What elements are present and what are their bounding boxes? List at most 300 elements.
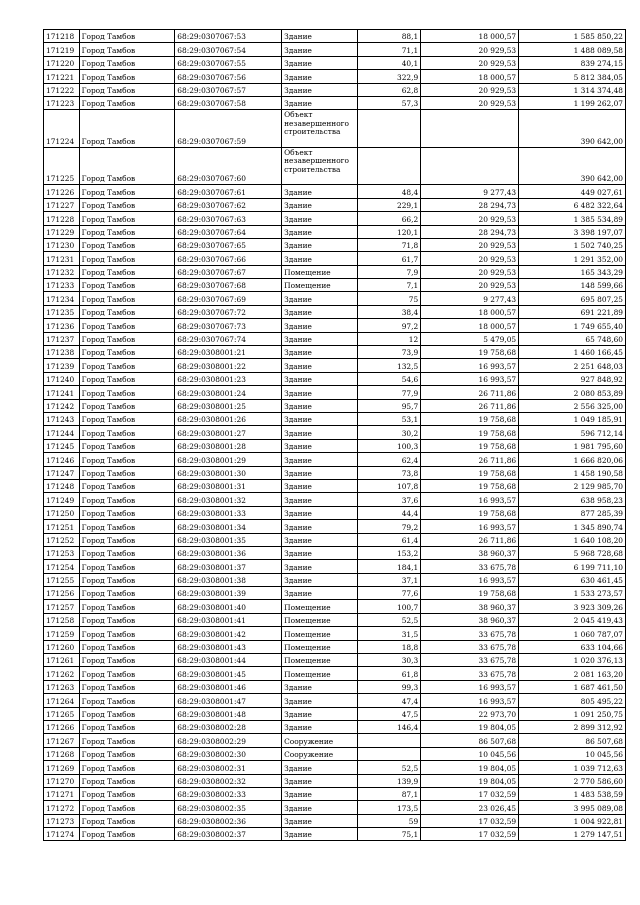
value-cell: 1 981 795,60 <box>519 439 626 452</box>
rate-cell: 16 993,57 <box>421 694 519 707</box>
table-row <box>44 600 626 613</box>
rate-cell: 20 929,53 <box>421 265 519 278</box>
cadastral-number-cell: 68:29:0308001:39 <box>175 587 282 600</box>
property-table <box>43 29 626 841</box>
rate-cell: 9 277,43 <box>421 292 519 305</box>
city-cell: Город Тамбов <box>79 30 175 43</box>
object-type-cell: Здание <box>282 96 358 109</box>
object-type-cell: Здание <box>282 212 358 225</box>
value-cell: 2 129 985,70 <box>519 479 626 492</box>
object-type-cell: Здание <box>282 694 358 707</box>
value-cell: 2 770 586,60 <box>519 774 626 787</box>
city-cell: Город Тамбов <box>79 587 175 600</box>
cadastral-number-cell: 68:29:0308002:28 <box>175 720 282 733</box>
cadastral-number-cell: 68:29:0308001:48 <box>175 707 282 720</box>
rate-cell: 5 479,05 <box>421 332 519 345</box>
cadastral-number-cell: 68:29:0307067:54 <box>175 43 282 56</box>
object-type-cell: Здание <box>282 828 358 841</box>
id-cell: 171241 <box>44 386 80 399</box>
object-type-cell: Здание <box>282 292 358 305</box>
object-type-cell: Помещение <box>282 627 358 640</box>
cadastral-number-cell: 68:29:0308002:36 <box>175 814 282 827</box>
value-cell: 86 507,68 <box>519 734 626 747</box>
city-cell: Город Тамбов <box>79 747 175 760</box>
cadastral-number-cell: 68:29:0307067:57 <box>175 83 282 96</box>
value-cell: 449 027,61 <box>519 185 626 198</box>
city-cell: Город Тамбов <box>79 734 175 747</box>
table-row <box>44 70 626 83</box>
city-cell: Город Тамбов <box>79 694 175 707</box>
city-cell: Город Тамбов <box>79 707 175 720</box>
object-type-cell: Здание <box>282 707 358 720</box>
cadastral-number-cell: 68:29:0308001:26 <box>175 412 282 425</box>
object-type-cell: Здание <box>282 372 358 385</box>
rate-cell: 26 711,86 <box>421 533 519 546</box>
city-cell: Город Тамбов <box>79 814 175 827</box>
object-type-cell: Здание <box>282 185 358 198</box>
value-cell: 1 687 461,50 <box>519 680 626 693</box>
city-cell: Город Тамбов <box>79 828 175 841</box>
table-row <box>44 747 626 760</box>
city-cell: Город Тамбов <box>79 439 175 452</box>
table-row <box>44 346 626 359</box>
value-cell: 877 285,39 <box>519 506 626 519</box>
value-cell: 1 060 787,07 <box>519 627 626 640</box>
object-type-cell: Здание <box>282 56 358 69</box>
rate-cell: 16 993,57 <box>421 493 519 506</box>
value-cell: 695 807,25 <box>519 292 626 305</box>
table-row <box>44 533 626 546</box>
object-type-cell: Здание <box>282 70 358 83</box>
table-row <box>44 466 626 479</box>
rate-cell: 16 993,57 <box>421 359 519 372</box>
table-row <box>44 667 626 680</box>
value-cell: 3 398 197,07 <box>519 225 626 238</box>
cadastral-number-cell: 68:29:0307067:73 <box>175 319 282 332</box>
rate-cell: 23 026,45 <box>421 801 519 814</box>
area-cell: 75,1 <box>357 828 420 841</box>
city-cell: Город Тамбов <box>79 613 175 626</box>
object-type-cell: Помещение <box>282 265 358 278</box>
area-cell: 52,5 <box>357 761 420 774</box>
object-type-cell: Здание <box>282 346 358 359</box>
area-cell: 77,9 <box>357 386 420 399</box>
rate-cell: 17 032,59 <box>421 814 519 827</box>
area-cell: 73,9 <box>357 346 420 359</box>
id-cell: 171223 <box>44 96 80 109</box>
rate-cell: 19 758,68 <box>421 412 519 425</box>
city-cell: Город Тамбов <box>79 56 175 69</box>
object-type-cell: Помещение <box>282 279 358 292</box>
table-row <box>44 479 626 492</box>
object-type-cell: Здание <box>282 225 358 238</box>
area-cell: 40,1 <box>357 56 420 69</box>
city-cell: Город Тамбов <box>79 292 175 305</box>
table-row <box>44 720 626 733</box>
table-row <box>44 613 626 626</box>
area-cell: 30,3 <box>357 654 420 667</box>
id-cell: 171257 <box>44 600 80 613</box>
city-cell: Город Тамбов <box>79 359 175 372</box>
area-cell: 61,7 <box>357 252 420 265</box>
area-cell: 30,2 <box>357 426 420 439</box>
table-row <box>44 412 626 425</box>
value-cell: 1 385 534,89 <box>519 212 626 225</box>
cadastral-number-cell: 68:29:0307067:60 <box>175 147 282 185</box>
cadastral-number-cell: 68:29:0307067:63 <box>175 212 282 225</box>
cadastral-number-cell: 68:29:0307067:64 <box>175 225 282 238</box>
table-row <box>44 694 626 707</box>
rate-cell: 20 929,53 <box>421 96 519 109</box>
object-type-cell: Сооружение <box>282 734 358 747</box>
table-row <box>44 305 626 318</box>
table-row <box>44 30 626 43</box>
value-cell: 596 712,14 <box>519 426 626 439</box>
table-row <box>44 587 626 600</box>
value-cell: 165 343,29 <box>519 265 626 278</box>
object-type-cell: Здание <box>282 520 358 533</box>
area-cell: 61,4 <box>357 533 420 546</box>
id-cell: 171235 <box>44 305 80 318</box>
value-cell: 630 461,45 <box>519 573 626 586</box>
rate-cell: 18 000,57 <box>421 30 519 43</box>
value-cell: 927 848,92 <box>519 372 626 385</box>
cadastral-number-cell: 68:29:0308002:30 <box>175 747 282 760</box>
city-cell: Город Тамбов <box>79 43 175 56</box>
id-cell: 171251 <box>44 520 80 533</box>
area-cell: 139,9 <box>357 774 420 787</box>
id-cell: 171224 <box>44 110 80 148</box>
object-type-cell: Помещение <box>282 667 358 680</box>
id-cell: 171250 <box>44 506 80 519</box>
id-cell: 171231 <box>44 252 80 265</box>
value-cell: 1 460 166,45 <box>519 346 626 359</box>
table-row <box>44 774 626 787</box>
rate-cell: 20 929,53 <box>421 279 519 292</box>
cadastral-number-cell: 68:29:0308001:31 <box>175 479 282 492</box>
table-row <box>44 439 626 452</box>
city-cell: Город Тамбов <box>79 279 175 292</box>
id-cell: 171247 <box>44 466 80 479</box>
table-row <box>44 110 626 148</box>
document-page <box>43 29 626 841</box>
object-type-cell: Здание <box>282 439 358 452</box>
value-cell: 1 666 820,06 <box>519 453 626 466</box>
object-type-cell: Здание <box>282 573 358 586</box>
rate-cell: 26 711,86 <box>421 399 519 412</box>
rate-cell: 20 929,53 <box>421 56 519 69</box>
cadastral-number-cell: 68:29:0307067:69 <box>175 292 282 305</box>
city-cell: Город Тамбов <box>79 185 175 198</box>
cadastral-number-cell: 68:29:0308002:37 <box>175 828 282 841</box>
area-cell: 77,6 <box>357 587 420 600</box>
table-row <box>44 493 626 506</box>
cadastral-number-cell: 68:29:0308001:33 <box>175 506 282 519</box>
city-cell: Город Тамбов <box>79 238 175 251</box>
value-cell: 2 080 853,89 <box>519 386 626 399</box>
cadastral-number-cell: 68:29:0307067:68 <box>175 279 282 292</box>
city-cell: Город Тамбов <box>79 346 175 359</box>
value-cell: 2 556 325,00 <box>519 399 626 412</box>
cadastral-number-cell: 68:29:0307067:65 <box>175 238 282 251</box>
city-cell: Город Тамбов <box>79 198 175 211</box>
rate-cell: 86 507,68 <box>421 734 519 747</box>
rate-cell: 16 993,57 <box>421 520 519 533</box>
city-cell: Город Тамбов <box>79 479 175 492</box>
cadastral-number-cell: 68:29:0308001:35 <box>175 533 282 546</box>
table-row <box>44 520 626 533</box>
id-cell: 171222 <box>44 83 80 96</box>
value-cell: 3 923 309,26 <box>519 600 626 613</box>
cadastral-number-cell: 68:29:0308001:27 <box>175 426 282 439</box>
area-cell: 73,8 <box>357 466 420 479</box>
object-type-cell: Здание <box>282 814 358 827</box>
rate-cell: 20 929,53 <box>421 252 519 265</box>
id-cell: 171232 <box>44 265 80 278</box>
value-cell: 390 642,00 <box>519 110 626 148</box>
rate-cell: 16 993,57 <box>421 680 519 693</box>
object-type-cell: Здание <box>282 546 358 559</box>
area-cell: 87,1 <box>357 787 420 800</box>
area-cell: 100,7 <box>357 600 420 613</box>
value-cell: 691 221,89 <box>519 305 626 318</box>
table-row <box>44 828 626 841</box>
area-cell: 71,1 <box>357 43 420 56</box>
rate-cell: 33 675,78 <box>421 667 519 680</box>
city-cell: Город Тамбов <box>79 520 175 533</box>
cadastral-number-cell: 68:29:0308001:29 <box>175 453 282 466</box>
value-cell: 5 968 728,68 <box>519 546 626 559</box>
area-cell: 79,2 <box>357 520 420 533</box>
rate-cell: 19 804,05 <box>421 774 519 787</box>
area-cell: 47,5 <box>357 707 420 720</box>
object-type-cell: Здание <box>282 787 358 800</box>
area-cell: 120,1 <box>357 225 420 238</box>
value-cell: 1 020 376,13 <box>519 654 626 667</box>
object-type-cell: Здание <box>282 252 358 265</box>
area-cell: 37,6 <box>357 493 420 506</box>
value-cell: 1 091 250,75 <box>519 707 626 720</box>
cadastral-number-cell: 68:29:0308002:35 <box>175 801 282 814</box>
area-cell: 48,4 <box>357 185 420 198</box>
object-type-cell: Здание <box>282 506 358 519</box>
id-cell: 171268 <box>44 747 80 760</box>
value-cell: 1 314 374,48 <box>519 83 626 96</box>
city-cell: Город Тамбов <box>79 265 175 278</box>
table-row <box>44 787 626 800</box>
value-cell: 839 274,15 <box>519 56 626 69</box>
table-body <box>44 30 626 841</box>
table-row <box>44 372 626 385</box>
city-cell: Город Тамбов <box>79 332 175 345</box>
area-cell <box>357 147 420 185</box>
value-cell: 638 958,23 <box>519 493 626 506</box>
id-cell: 171238 <box>44 346 80 359</box>
rate-cell: 33 675,78 <box>421 560 519 573</box>
area-cell: 184,1 <box>357 560 420 573</box>
rate-cell <box>421 110 519 148</box>
area-cell: 44,4 <box>357 506 420 519</box>
table-row <box>44 627 626 640</box>
value-cell: 1 049 185,91 <box>519 412 626 425</box>
object-type-cell: Здание <box>282 412 358 425</box>
value-cell: 1 039 712,63 <box>519 761 626 774</box>
id-cell: 171269 <box>44 761 80 774</box>
city-cell: Город Тамбов <box>79 573 175 586</box>
rate-cell: 33 675,78 <box>421 627 519 640</box>
value-cell: 6 199 711,10 <box>519 560 626 573</box>
area-cell: 75 <box>357 292 420 305</box>
table-row <box>44 506 626 519</box>
area-cell: 99,3 <box>357 680 420 693</box>
id-cell: 171239 <box>44 359 80 372</box>
table-row <box>44 386 626 399</box>
table-row <box>44 319 626 332</box>
rate-cell: 19 758,68 <box>421 587 519 600</box>
id-cell: 171234 <box>44 292 80 305</box>
object-type-cell: Здание <box>282 560 358 573</box>
object-type-cell: Помещение <box>282 640 358 653</box>
table-row <box>44 212 626 225</box>
rate-cell: 28 294,73 <box>421 225 519 238</box>
id-cell: 171246 <box>44 453 80 466</box>
object-type-cell: Здание <box>282 198 358 211</box>
cadastral-number-cell: 68:29:0307067:53 <box>175 30 282 43</box>
value-cell: 65 748,60 <box>519 332 626 345</box>
rate-cell: 28 294,73 <box>421 198 519 211</box>
rate-cell: 19 758,68 <box>421 439 519 452</box>
table-row <box>44 573 626 586</box>
city-cell: Город Тамбов <box>79 493 175 506</box>
table-row <box>44 198 626 211</box>
area-cell: 53,1 <box>357 412 420 425</box>
value-cell: 633 104,66 <box>519 640 626 653</box>
id-cell: 171261 <box>44 654 80 667</box>
area-cell: 62,4 <box>357 453 420 466</box>
table-row <box>44 279 626 292</box>
rate-cell: 38 960,37 <box>421 613 519 626</box>
area-cell: 62,8 <box>357 83 420 96</box>
value-cell: 805 495,22 <box>519 694 626 707</box>
city-cell: Город Тамбов <box>79 506 175 519</box>
area-cell: 88,1 <box>357 30 420 43</box>
area-cell <box>357 734 420 747</box>
city-cell: Город Тамбов <box>79 560 175 573</box>
cadastral-number-cell: 68:29:0308001:23 <box>175 372 282 385</box>
value-cell: 6 482 322,64 <box>519 198 626 211</box>
id-cell: 171245 <box>44 439 80 452</box>
cadastral-number-cell: 68:29:0308001:22 <box>175 359 282 372</box>
area-cell: 7,1 <box>357 279 420 292</box>
id-cell: 171274 <box>44 828 80 841</box>
cadastral-number-cell: 68:29:0307067:56 <box>175 70 282 83</box>
rate-cell: 19 804,05 <box>421 761 519 774</box>
object-type-cell: Здание <box>282 30 358 43</box>
area-cell: 7,9 <box>357 265 420 278</box>
id-cell: 171258 <box>44 613 80 626</box>
object-type-cell: Здание <box>282 774 358 787</box>
city-cell: Город Тамбов <box>79 801 175 814</box>
table-row <box>44 640 626 653</box>
city-cell: Город Тамбов <box>79 305 175 318</box>
city-cell: Город Тамбов <box>79 412 175 425</box>
cadastral-number-cell: 68:29:0308001:42 <box>175 627 282 640</box>
value-cell: 1 291 352,00 <box>519 252 626 265</box>
table-row <box>44 734 626 747</box>
city-cell: Город Тамбов <box>79 319 175 332</box>
rate-cell: 20 929,53 <box>421 83 519 96</box>
rate-cell: 17 032,59 <box>421 828 519 841</box>
object-type-cell: Здание <box>282 386 358 399</box>
object-type-cell: Здание <box>282 399 358 412</box>
city-cell: Город Тамбов <box>79 654 175 667</box>
area-cell: 173,5 <box>357 801 420 814</box>
table-row <box>44 801 626 814</box>
area-cell: 31,5 <box>357 627 420 640</box>
rate-cell: 18 000,57 <box>421 305 519 318</box>
cadastral-number-cell: 68:29:0308001:21 <box>175 346 282 359</box>
cadastral-number-cell: 68:29:0308002:32 <box>175 774 282 787</box>
object-type-cell: Объект незавершенного строительства <box>282 110 358 148</box>
cadastral-number-cell: 68:29:0308001:40 <box>175 600 282 613</box>
value-cell: 1 345 890,74 <box>519 520 626 533</box>
city-cell: Город Тамбов <box>79 212 175 225</box>
rate-cell <box>421 147 519 185</box>
cadastral-number-cell: 68:29:0307067:58 <box>175 96 282 109</box>
id-cell: 171221 <box>44 70 80 83</box>
object-type-cell: Сооружение <box>282 747 358 760</box>
rate-cell: 17 032,59 <box>421 787 519 800</box>
city-cell: Город Тамбов <box>79 426 175 439</box>
cadastral-number-cell: 68:29:0308001:25 <box>175 399 282 412</box>
table-row <box>44 560 626 573</box>
object-type-cell: Здание <box>282 720 358 733</box>
table-row <box>44 399 626 412</box>
id-cell: 171273 <box>44 814 80 827</box>
area-cell: 57,3 <box>357 96 420 109</box>
id-cell: 171229 <box>44 225 80 238</box>
area-cell: 18,8 <box>357 640 420 653</box>
object-type-cell: Здание <box>282 305 358 318</box>
id-cell: 171266 <box>44 720 80 733</box>
value-cell: 148 599,66 <box>519 279 626 292</box>
table-row <box>44 426 626 439</box>
id-cell: 171263 <box>44 680 80 693</box>
rate-cell: 19 758,68 <box>421 426 519 439</box>
cadastral-number-cell: 68:29:0307067:67 <box>175 265 282 278</box>
cadastral-number-cell: 68:29:0308001:43 <box>175 640 282 653</box>
city-cell: Город Тамбов <box>79 147 175 185</box>
id-cell: 171233 <box>44 279 80 292</box>
object-type-cell: Здание <box>282 332 358 345</box>
area-cell: 59 <box>357 814 420 827</box>
rate-cell: 16 993,57 <box>421 372 519 385</box>
id-cell: 171226 <box>44 185 80 198</box>
object-type-cell: Здание <box>282 466 358 479</box>
id-cell: 171218 <box>44 30 80 43</box>
value-cell: 1 483 538,59 <box>519 787 626 800</box>
table-row <box>44 814 626 827</box>
object-type-cell: Здание <box>282 761 358 774</box>
city-cell: Город Тамбов <box>79 720 175 733</box>
city-cell: Город Тамбов <box>79 83 175 96</box>
value-cell: 1 640 108,20 <box>519 533 626 546</box>
area-cell: 52,5 <box>357 613 420 626</box>
id-cell: 171256 <box>44 587 80 600</box>
id-cell: 171225 <box>44 147 80 185</box>
id-cell: 171228 <box>44 212 80 225</box>
id-cell: 171260 <box>44 640 80 653</box>
